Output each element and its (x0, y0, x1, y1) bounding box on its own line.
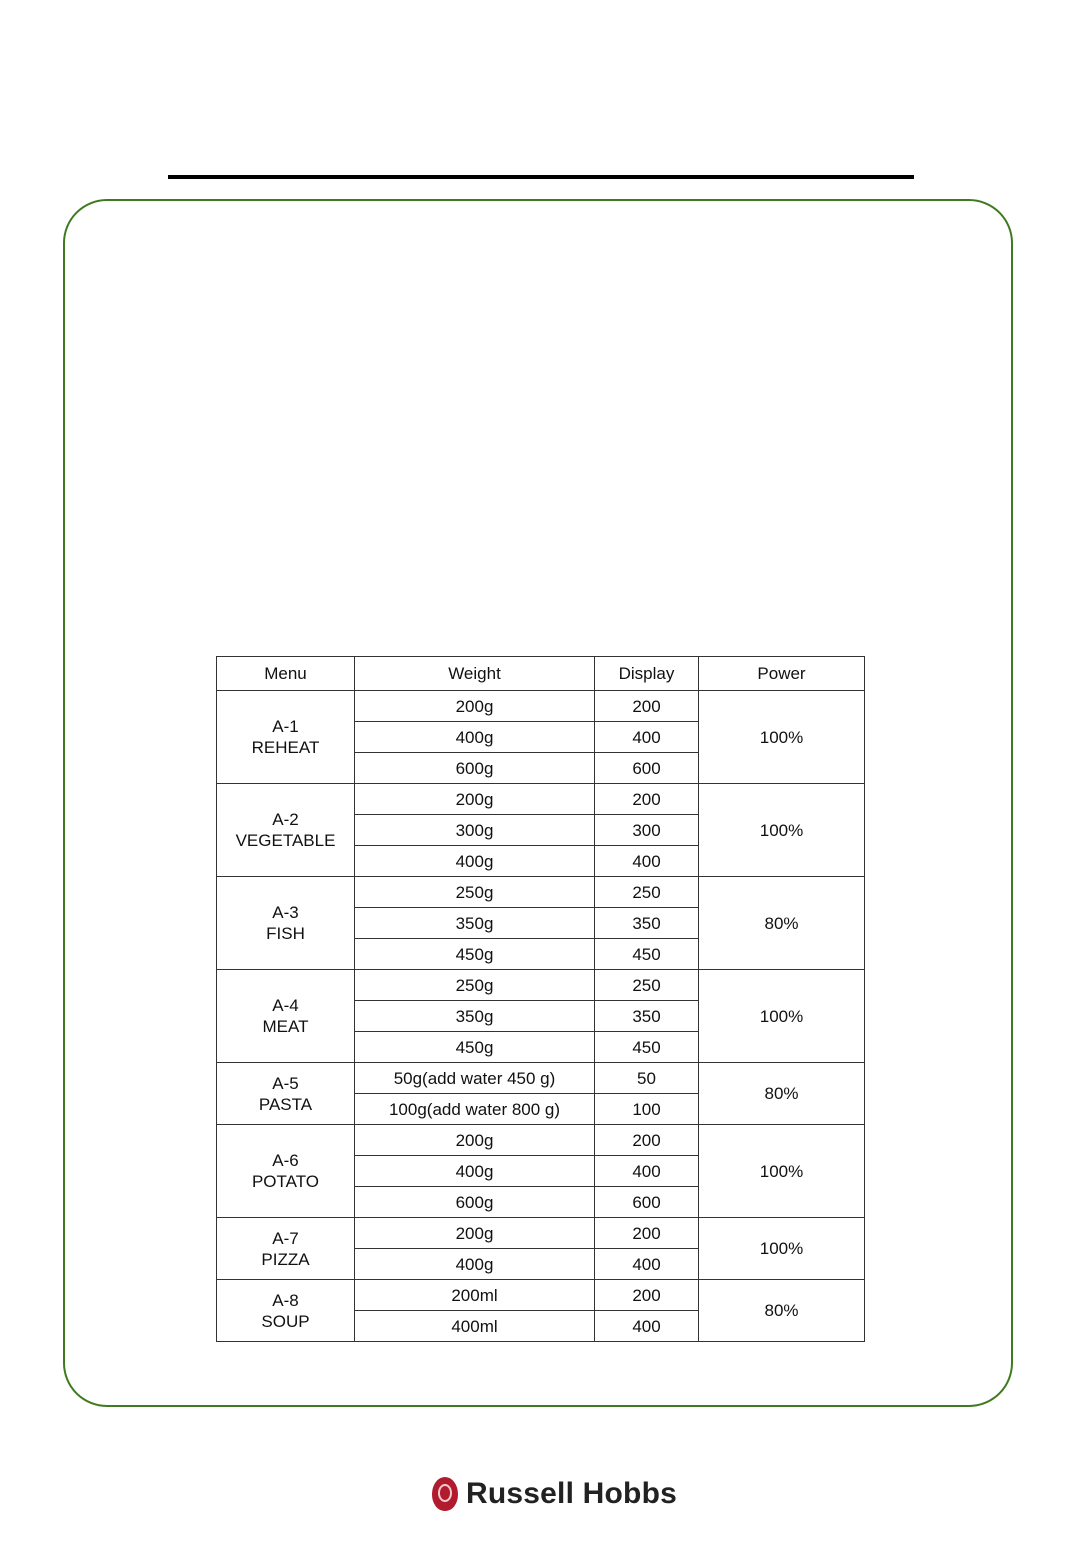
display-cell: 200 (595, 691, 699, 722)
weight-cell: 400g (355, 846, 595, 877)
menu-code: A-4 (272, 996, 299, 1015)
menu-cell (217, 1063, 355, 1125)
table-row (217, 970, 865, 1001)
weight-cell: 400g (355, 1249, 595, 1280)
menu-name: POTATO (251, 1172, 320, 1191)
power-cell: 100% (699, 1125, 865, 1218)
display-cell: 600 (595, 1187, 699, 1218)
menu-code: A-2 (272, 810, 299, 829)
display-header: Display (595, 657, 699, 691)
weight-cell: 50g(add water 450 g) (355, 1063, 595, 1094)
menu-cell (217, 691, 355, 784)
weight-cell: 600g (355, 1187, 595, 1218)
menu-name: REHEAT (251, 738, 320, 757)
weight-cell: 450g (355, 1032, 595, 1063)
menu-code: A-8 (272, 1290, 299, 1310)
menu-name: PIZZA (261, 1249, 310, 1269)
display-cell: 200 (595, 1280, 699, 1311)
menu-cell (217, 1218, 355, 1280)
menu-code: A-3 (272, 903, 299, 922)
power-cell: 100% (699, 784, 865, 877)
weight-cell: 200g (355, 1218, 595, 1249)
display-cell: 350 (595, 908, 699, 939)
menu-cell (217, 970, 355, 1063)
weight-cell: 200g (355, 691, 595, 722)
display-cell: 300 (595, 815, 699, 846)
weight-cell: 100g(add water 800 g) (355, 1094, 595, 1125)
display-cell: 400 (595, 722, 699, 753)
weight-cell: 250g (355, 970, 595, 1001)
display-cell: 450 (595, 939, 699, 970)
weight-cell: 200g (355, 1125, 595, 1156)
weight-cell: 350g (355, 908, 595, 939)
weight-header: Weight (355, 657, 595, 691)
menu-header: Menu (217, 657, 355, 691)
power-cell: 80% (699, 877, 865, 970)
menu-cell (217, 877, 355, 970)
table-row (217, 1125, 865, 1156)
power-cell: 100% (699, 1218, 865, 1280)
display-cell: 350 (595, 1001, 699, 1032)
display-cell: 400 (595, 846, 699, 877)
weight-cell: 400g (355, 1156, 595, 1187)
display-cell: 450 (595, 1032, 699, 1063)
weight-cell: 450g (355, 939, 595, 970)
brand-logo (432, 1474, 677, 1514)
weight-cell: 200ml (355, 1280, 595, 1311)
display-cell: 200 (595, 1218, 699, 1249)
menu-code: A-5 (272, 1073, 299, 1093)
table-body (217, 691, 865, 1342)
display-cell: 250 (595, 877, 699, 908)
display-cell: 250 (595, 970, 699, 1001)
menu-cell (217, 784, 355, 877)
table-row (217, 1280, 865, 1311)
menu-code: A-1 (272, 717, 299, 736)
menu-cell (217, 1125, 355, 1218)
weight-cell: 300g (355, 815, 595, 846)
brand-name: Russell Hobbs (466, 1477, 677, 1510)
table-row (217, 877, 865, 908)
power-header: Power (699, 657, 865, 691)
display-cell: 400 (595, 1311, 699, 1342)
display-cell: 400 (595, 1249, 699, 1280)
display-cell: 200 (595, 784, 699, 815)
display-cell: 200 (595, 1125, 699, 1156)
menu-name: MEAT (262, 1017, 309, 1036)
table-row (217, 784, 865, 815)
display-cell: 50 (595, 1063, 699, 1094)
header-rule (168, 175, 914, 179)
menu-name: PASTA (258, 1094, 313, 1114)
table-row (217, 691, 865, 722)
menu-code: A-6 (272, 1151, 299, 1170)
table-header-row (217, 657, 865, 691)
menu-code: A-7 (272, 1228, 299, 1248)
weight-cell: 350g (355, 1001, 595, 1032)
weight-cell: 200g (355, 784, 595, 815)
display-cell: 100 (595, 1094, 699, 1125)
power-cell: 80% (699, 1063, 865, 1125)
power-cell: 80% (699, 1280, 865, 1342)
brand-emblem-icon (432, 1477, 458, 1511)
display-cell: 400 (595, 1156, 699, 1187)
weight-cell: 250g (355, 877, 595, 908)
table-row (217, 1063, 865, 1094)
menu-name: VEGETABLE (235, 831, 336, 850)
menu-name: FISH (266, 924, 305, 943)
display-cell: 600 (595, 753, 699, 784)
weight-cell: 600g (355, 753, 595, 784)
power-cell: 100% (699, 970, 865, 1063)
weight-cell: 400g (355, 722, 595, 753)
auto-menu-table (216, 656, 865, 1342)
power-cell: 100% (699, 691, 865, 784)
menu-cell (217, 1280, 355, 1342)
weight-cell: 400ml (355, 1311, 595, 1342)
table-row (217, 1218, 865, 1249)
menu-name: SOUP (261, 1311, 310, 1331)
